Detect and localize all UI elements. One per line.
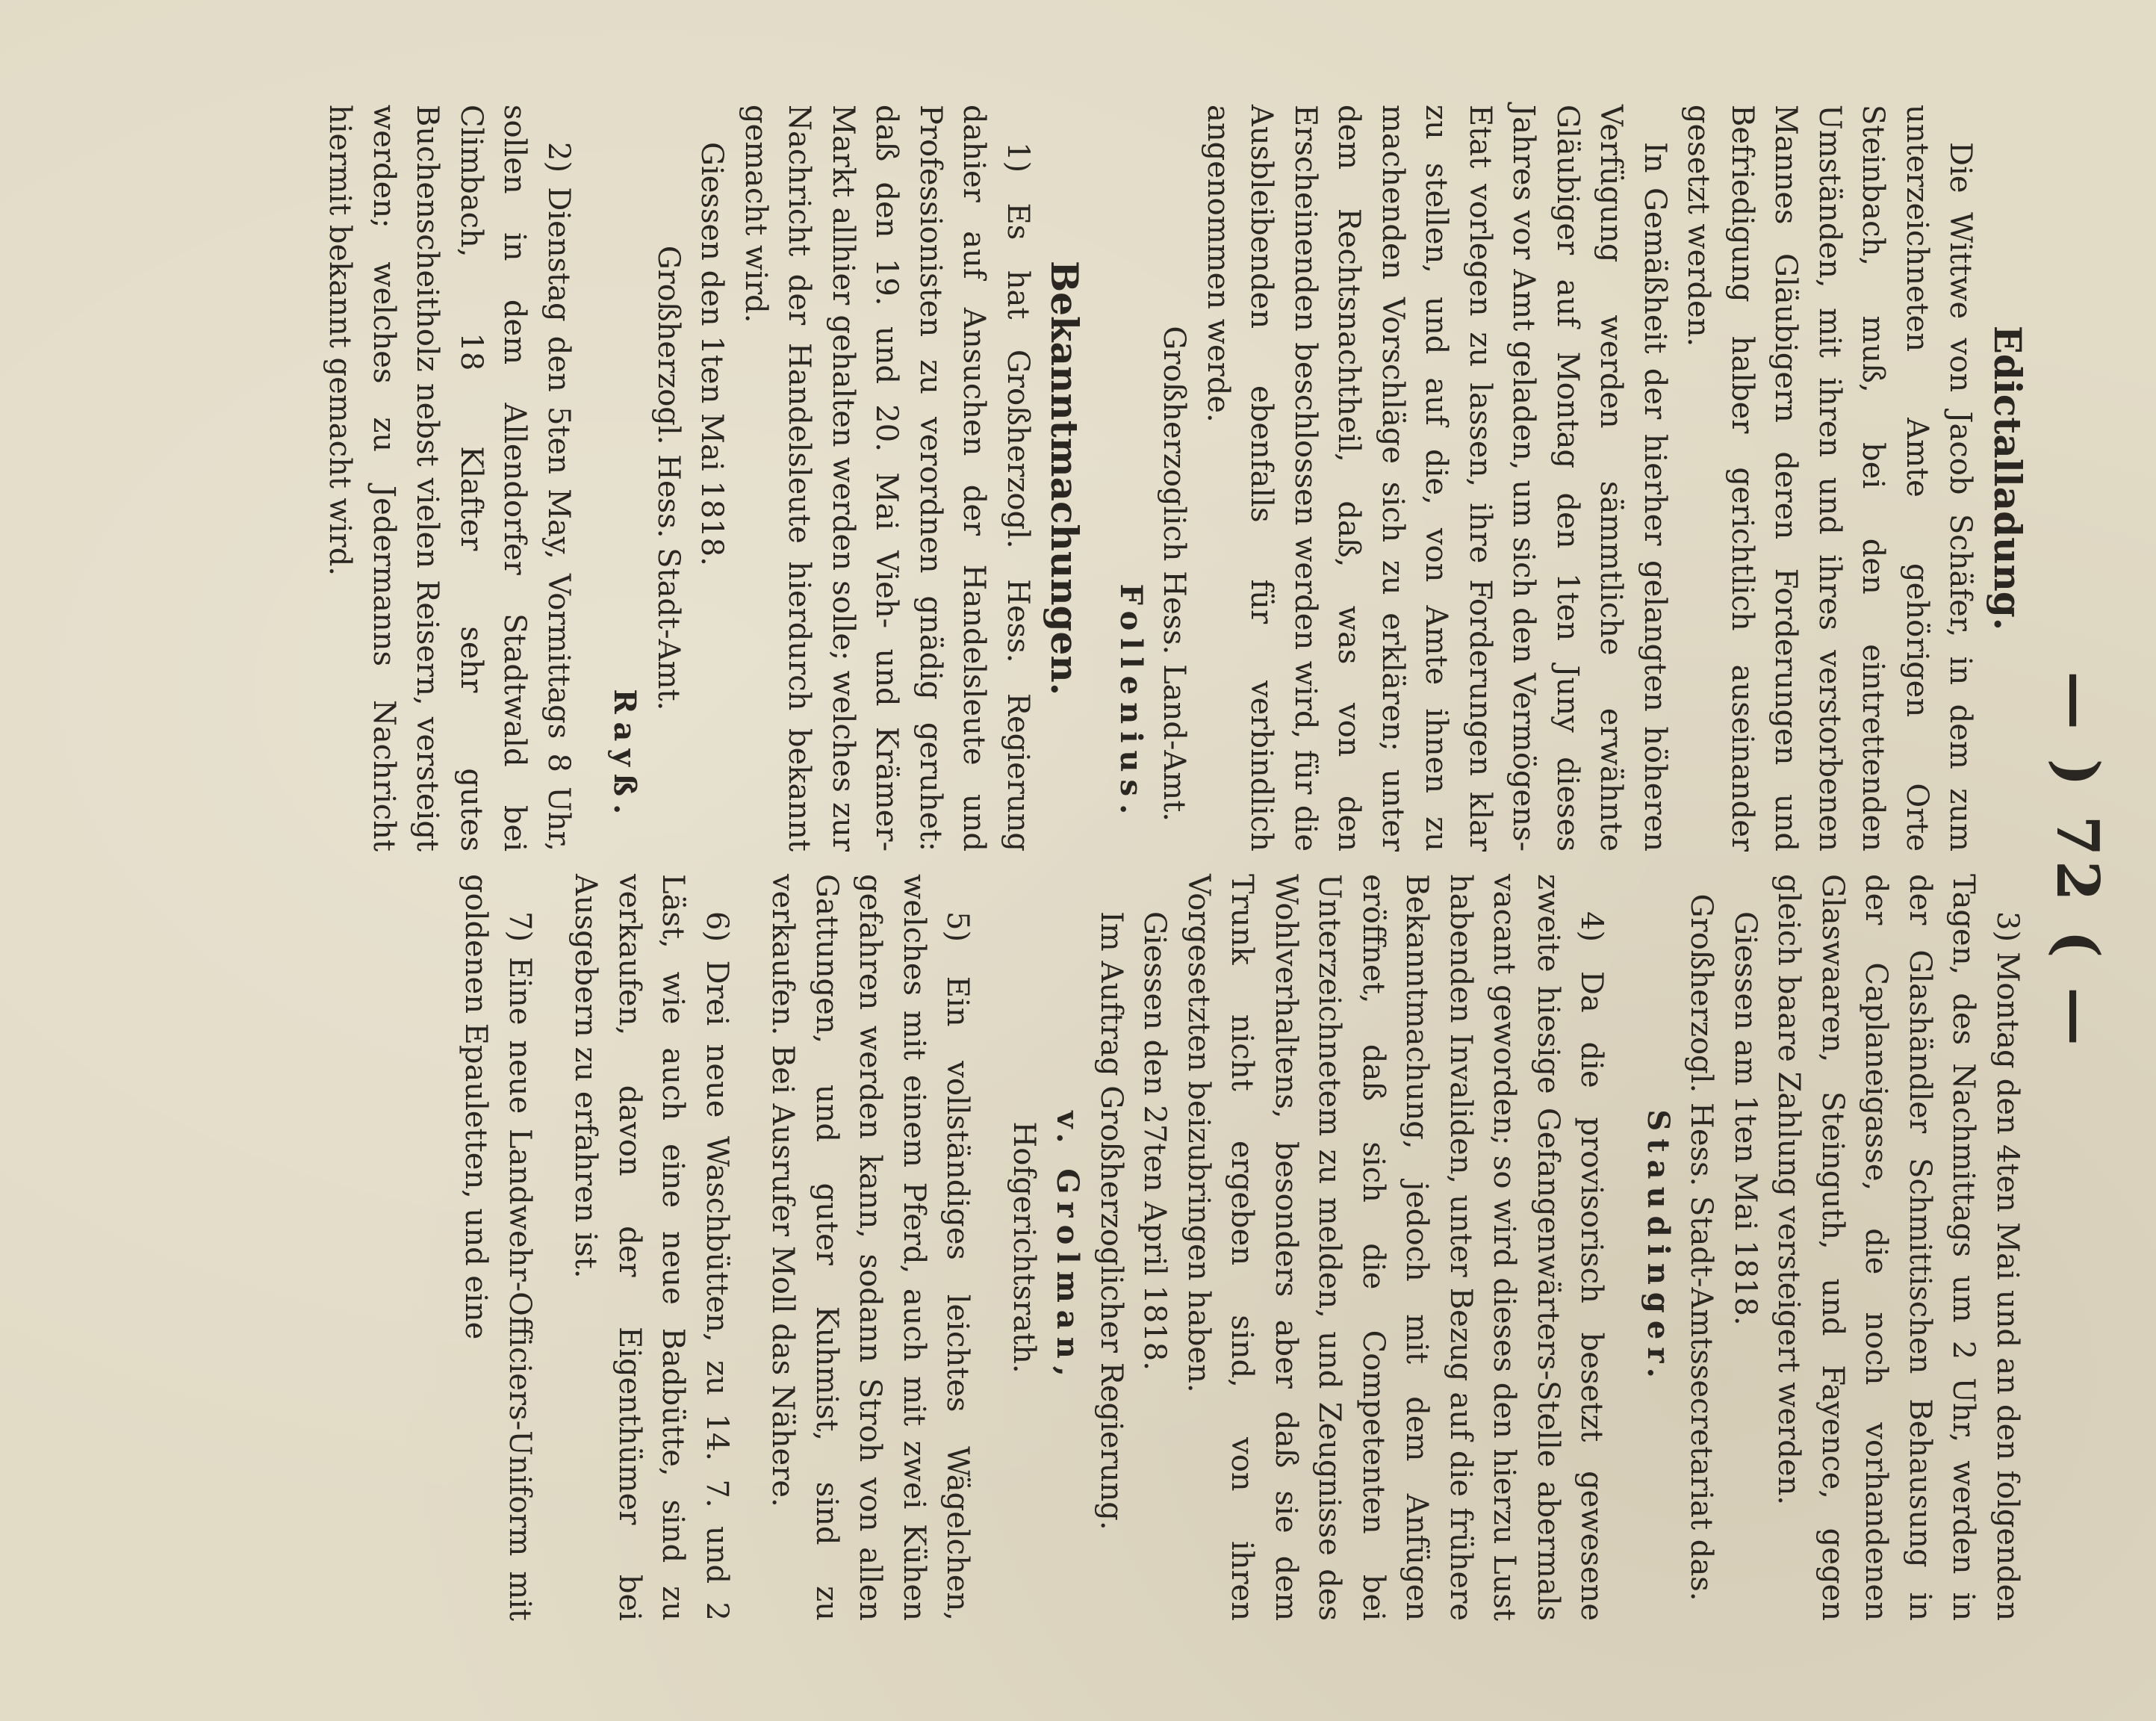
announcement-5: 5) Ein vollständiges leichtes Wägelchen, welches mit einem Pferd, auch mit zwei Kühen gefahren werden kann, sodann Stroh von allen Gattungen, und guter Kuhmist, sind zu verkaufen. Bei Ausrufer Moll das Nähere. [765,874,975,1621]
announcement-3: 3) Montag den 4ten Mai und an den folgenden Tagen, des Nachmittags um 2 Uhr, werden in der Glashändler Schmittischen Behausung in der Caplaneigasse, die noch vorhandenen Glaswaaren, Steinguth, und Fayence, gegen gleich baare Zahlung versteigert werden. [1771,874,2025,1621]
announcement-1-name: Rayß. [607,689,643,822]
edict-signature-name: Follenius. [1113,583,1149,822]
edict-title: Edictalladung. [1986,325,2030,631]
right-column [454,874,2029,1621]
announcements-title: Bekanntmachungen. [1043,260,1087,696]
announcement-4: 4) Da die provisorisch besetzt gewesene zweite hiesige Gefangenwärters-Stelle abermals vacant geworden; so wird dieses den hierzu Lust habenden Invaliden, unter Bezug auf die frühere Bekanntmachung, jedoch mit dem Anfügen eröffnet, daß sich die Competenten bei Unterzeichnetem zu melden, und Zeugnisse des Wohlverhaltens, besonders aber daß sie dem Trunk nicht ergeben sind, von ihren Vorgesetzten beizubringen haben. [1181,874,1609,1621]
announcement-3-date: Giessen am 1ten Mai 1818. [1728,911,1762,1326]
edict-paragraph-2: In Gemäßheit der hierher gelangten höheren Verfügung werden sämmtliche erwähnte Gläubiger auf Montag den 1ten Juny dieses Jahres vor Amt geladen, um sich den Vermögens-Etat vorlegen zu lassen, ihre Forderungen klar zu stellen, und auf die, von Amte ihnen zu machenden Vorschläge sich zu erklären; unter dem Rechtsnachtheil, daß, was von den Erscheinenden beschlossen werden wird, für die Ausbleibenden ebenfalls für verbindlich angenommen werde. [1201,105,1672,852]
announcement-1: 1) Es hat Großherzogl. Hess. Regierung dahier auf Ansuchen der Handelsleute und Professionisten zu verordnen gnädig geruhet: daß den 19. und 20. Mai Vieh- und Krämer-Markt allhier gehalten werden solle; welches zur Nachricht der Handelsleute hierdurch bekannt gemacht wird. [739,105,1035,852]
announcement-4-date: Giessen den 27ten April 1818. [1137,911,1172,1371]
edict-paragraph-1: Die Wittwe von Jacob Schäfer, in dem zum unterzeichneten Amte gehörigen Orte Steinbach, muß, bei den eintrettenden Umständen, mit ihren und ihres verstorbenen Mannes Gläubigern deren Forderungen und Befriedigung halber gerichtlich auseinander gesetzt werden. [1681,105,1978,852]
announcement-1-date: Giessen den 1ten Mai 1818. [695,142,730,566]
announcement-3-office: Großherzogl. Hess. Stadt-Amtssecretariat das. [1684,893,1719,1601]
announcement-2: 2) Dienstag den 5ten May, Vormittags 8 Uhr, sollen in dem Allendorfer Stadtwald bei Climbach, 18 Klafter sehr gutes Buchenscheitholz nebst vielen Reisern, versteigt werden; welches zu Jedermanns Nachricht hiermit bekannt gemacht wird. [323,105,576,852]
announcement-7: 7) Eine neue Landwehr-Officiers-Uniform mit goldenen Epauletten, und eine [459,874,537,1621]
announcement-1-office: Großherzogl. Hess. Stadt-Amt. [651,245,686,711]
announcement-3-name: Staudinger. [1641,1109,1676,1386]
announcement-4-title: Hofgerichtsrath. [1007,1121,1041,1374]
announcement-4-authority: Im Auftrag Großherzoglicher Regierung. [1094,911,1128,1531]
announcement-6: 6) Drei neue Waschbütten, zu 14. 7. und 2 Läst, wie auch eine neue Badbütte, sind zu verkaufen, davon der Eigenthümer bei Ausgebern zu erfahren ist. [568,874,734,1621]
announcement-4-name: v. Grolman, [1050,1111,1086,1384]
edict-signature-office: Großherzoglich Hess. Land-Amt. [1157,326,1192,822]
left-column [318,105,2029,852]
page-number: — ) 72 ( — [2043,671,2111,1050]
